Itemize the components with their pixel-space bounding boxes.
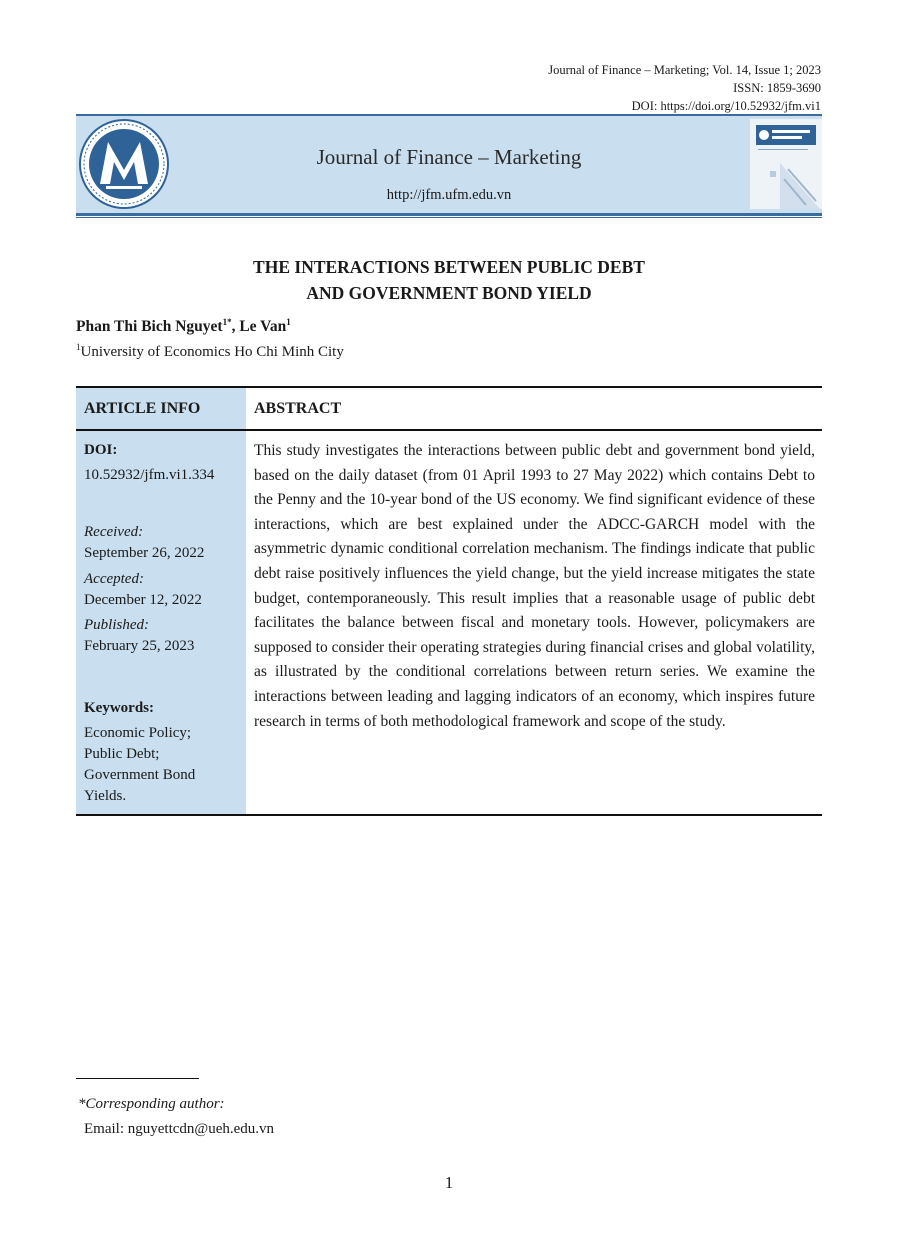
accepted-date: December 12, 2022	[84, 592, 202, 608]
article-title	[0, 254, 898, 306]
keyword: Yields.	[84, 788, 127, 804]
doi-label: DOI:	[84, 442, 118, 458]
authors	[76, 318, 291, 336]
journal-name: Journal of Finance – Marketing	[316, 145, 582, 169]
affiliation	[76, 344, 344, 361]
journal-doi: DOI: https://doi.org/10.52932/jfm.vi1	[631, 99, 821, 113]
received-date: September 26, 2022	[84, 545, 205, 561]
published-date: February 25, 2023	[84, 638, 195, 654]
keyword: Government Bond	[84, 767, 196, 783]
author-name: Phan Thi Bich Nguyet	[76, 318, 223, 335]
header-rule	[76, 213, 822, 218]
box-bottom-rule	[76, 814, 822, 816]
journal-issn: ISSN: 1859-3690	[733, 81, 821, 95]
journal-meta	[548, 61, 821, 115]
affiliation-text: University of Economics Ho Chi Minh City	[80, 344, 344, 360]
corresponding-author-label: *Corresponding author:	[78, 1096, 225, 1112]
author-name: Le Van	[239, 318, 287, 335]
keywords-label: Keywords:	[84, 700, 154, 716]
doi-value[interactable]: 10.52932/jfm.vi1.334	[84, 467, 215, 483]
title-line-1: THE INTERACTIONS BETWEEN PUBLIC DEBT	[253, 257, 645, 277]
received-label: Received:	[84, 524, 144, 540]
author-superscript: 1*	[222, 316, 232, 327]
author-superscript: 1	[286, 316, 291, 327]
affiliation-mark: 1	[76, 342, 81, 352]
keyword: Economic Policy;	[84, 725, 192, 741]
page-number: 1	[444, 1173, 454, 1192]
footnote-rule	[76, 1078, 199, 1079]
box-header-rule	[76, 429, 822, 431]
title-line-2: AND GOVERNMENT BOND YIELD	[306, 283, 592, 303]
corresponding-author-email[interactable]: Email: nguyettcdn@ueh.edu.vn	[84, 1121, 275, 1137]
published-label: Published:	[84, 617, 149, 633]
journal-citation: Journal of Finance – Marketing; Vol. 14, Issue 1; 2023	[548, 63, 821, 77]
journal-url[interactable]: http://jfm.ufm.edu.vn	[386, 187, 512, 203]
keyword: Public Debt;	[84, 746, 160, 762]
author-separator: ,	[231, 318, 240, 335]
abstract-text: This study investigates the interactions between public debt and government bond yield, based on the daily dataset (from 01 April 1993 to 27 May 2022) which contains Debt to the Penny and the 10-year bond of the US economy. We find significant evidence of these interactions, which are best explained under the ADCC-GARCH model with the asymmetric dynamic conditional correlation mechanism. The findings indicate that public debt raise positively influences the yield change, but the yield increase mitigates the state budget, contemporaneously. This result implies that a reasonable usage of public debt facilitates the balance between fiscal and monetary tools. However, policymakers are supposed to consider their operating strategies during financial crises and global volatility, as illustrated by the conditional correlations between return series. We examine the interactions between leading and lagging indicators of an economy, which inspires future research in terms of both methodological framework and scope of the study.	[254, 442, 815, 730]
accepted-label: Accepted:	[84, 571, 144, 587]
article-info-heading: ARTICLE INFO	[84, 400, 201, 417]
box-top-rule	[76, 386, 822, 388]
abstract-heading: ABSTRACT	[254, 400, 342, 417]
